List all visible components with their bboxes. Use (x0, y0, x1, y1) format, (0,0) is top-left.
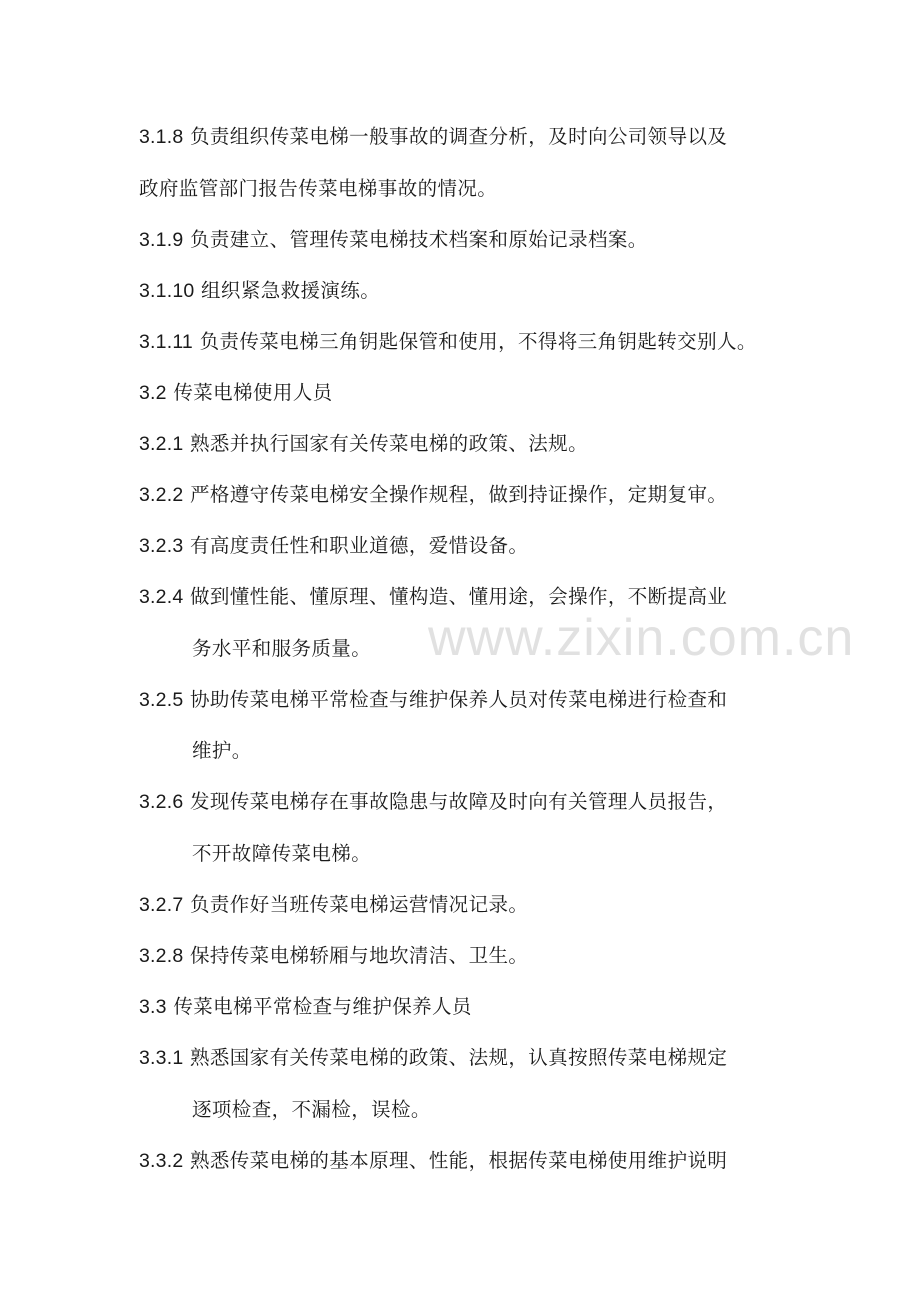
section-title: 传菜电梯平常检查与维护保养人员 (166, 995, 472, 1018)
clause-3-1-8 (139, 120, 727, 154)
clause-number: 3.2.6 (139, 791, 184, 813)
clause-text: 保持传菜电梯轿厢与地坎清洁、卫生。 (183, 944, 529, 967)
clause-3-2-4-continued (192, 632, 371, 666)
clause-number: 3.3.1 (139, 1047, 184, 1069)
section-number: 3.2 (139, 382, 167, 404)
section-number: 3.3 (139, 996, 167, 1018)
clause-text: 负责组织传菜电梯一般事故的调查分析，及时向公司领导以及 (183, 125, 728, 148)
clause-3-3-1-continued (192, 1093, 431, 1127)
clause-number: 3.2.3 (139, 535, 184, 557)
section-title: 传菜电梯使用人员 (166, 381, 333, 404)
clause-number: 3.2.4 (139, 586, 184, 608)
clause-text: 熟悉传菜电梯的基本原理、性能，根据传菜电梯使用维护说明 (183, 1149, 728, 1172)
clause-3-2-6-continued (192, 837, 371, 871)
clause-3-3-1 (139, 1041, 727, 1075)
clause-3-3-2 (139, 1144, 727, 1178)
clause-text: 负责传菜电梯三角钥匙保管和使用，不得将三角钥匙转交别人。 (192, 330, 757, 353)
clause-number: 3.2.7 (139, 894, 184, 916)
watermark-text: www.zixin.com.cn (428, 609, 855, 667)
clause-text: 熟悉国家有关传菜电梯的政策、法规，认真按照传菜电梯规定 (183, 1046, 728, 1069)
clause-3-2-3 (139, 529, 528, 563)
clause-3-2-6 (139, 785, 727, 819)
clause-number: 3.2.8 (139, 945, 184, 967)
clause-text: 维护。 (192, 739, 252, 762)
clause-3-2-7 (139, 888, 528, 922)
clause-text: 严格遵守传菜电梯安全操作规程，做到持证操作，定期复审。 (183, 483, 728, 506)
clause-number: 3.1.10 (139, 280, 195, 302)
clause-text: 负责建立、管理传菜电梯技术档案和原始记录档案。 (183, 228, 648, 251)
clause-text: 政府监管部门报告传菜电梯事故的情况。 (139, 177, 498, 200)
clause-3-1-10 (139, 274, 380, 308)
clause-number: 3.2.2 (139, 484, 184, 506)
section-heading-3-3 (139, 990, 472, 1024)
clause-number: 3.3.2 (139, 1150, 184, 1172)
clause-text: 务水平和服务质量。 (192, 637, 372, 660)
clause-3-2-2 (139, 478, 727, 512)
clause-text: 有高度责任性和职业道德，爱惜设备。 (183, 534, 529, 557)
clause-number: 3.2.1 (139, 433, 184, 455)
clause-text: 熟悉并执行国家有关传菜电梯的政策、法规。 (183, 432, 588, 455)
clause-text: 不开故障传菜电梯。 (192, 842, 372, 865)
clause-text: 发现传菜电梯存在事故隐患与故障及时向有关管理人员报告， (183, 790, 728, 813)
clause-number: 3.1.11 (139, 331, 193, 353)
clause-3-2-5 (139, 683, 727, 717)
clause-3-2-5-continued (192, 734, 252, 768)
clause-3-1-9 (139, 223, 648, 257)
clause-number: 3.1.9 (139, 229, 184, 251)
clause-3-1-11 (139, 325, 757, 359)
clause-text: 组织紧急救援演练。 (194, 279, 381, 302)
clause-text: 协助传菜电梯平常检查与维护保养人员对传菜电梯进行检查和 (183, 688, 728, 711)
clause-number: 3.2.5 (139, 689, 184, 711)
clause-text: 逐项检查，不漏检，误检。 (192, 1098, 431, 1121)
clause-3-2-1 (139, 427, 588, 461)
clause-number: 3.1.8 (139, 126, 184, 148)
clause-3-1-8-continued (139, 172, 497, 206)
clause-text: 负责作好当班传菜电梯运营情况记录。 (183, 893, 529, 916)
section-heading-3-2 (139, 376, 333, 410)
clause-3-2-8 (139, 939, 528, 973)
clause-text: 做到懂性能、懂原理、懂构造、懂用途，会操作，不断提高业 (183, 585, 728, 608)
